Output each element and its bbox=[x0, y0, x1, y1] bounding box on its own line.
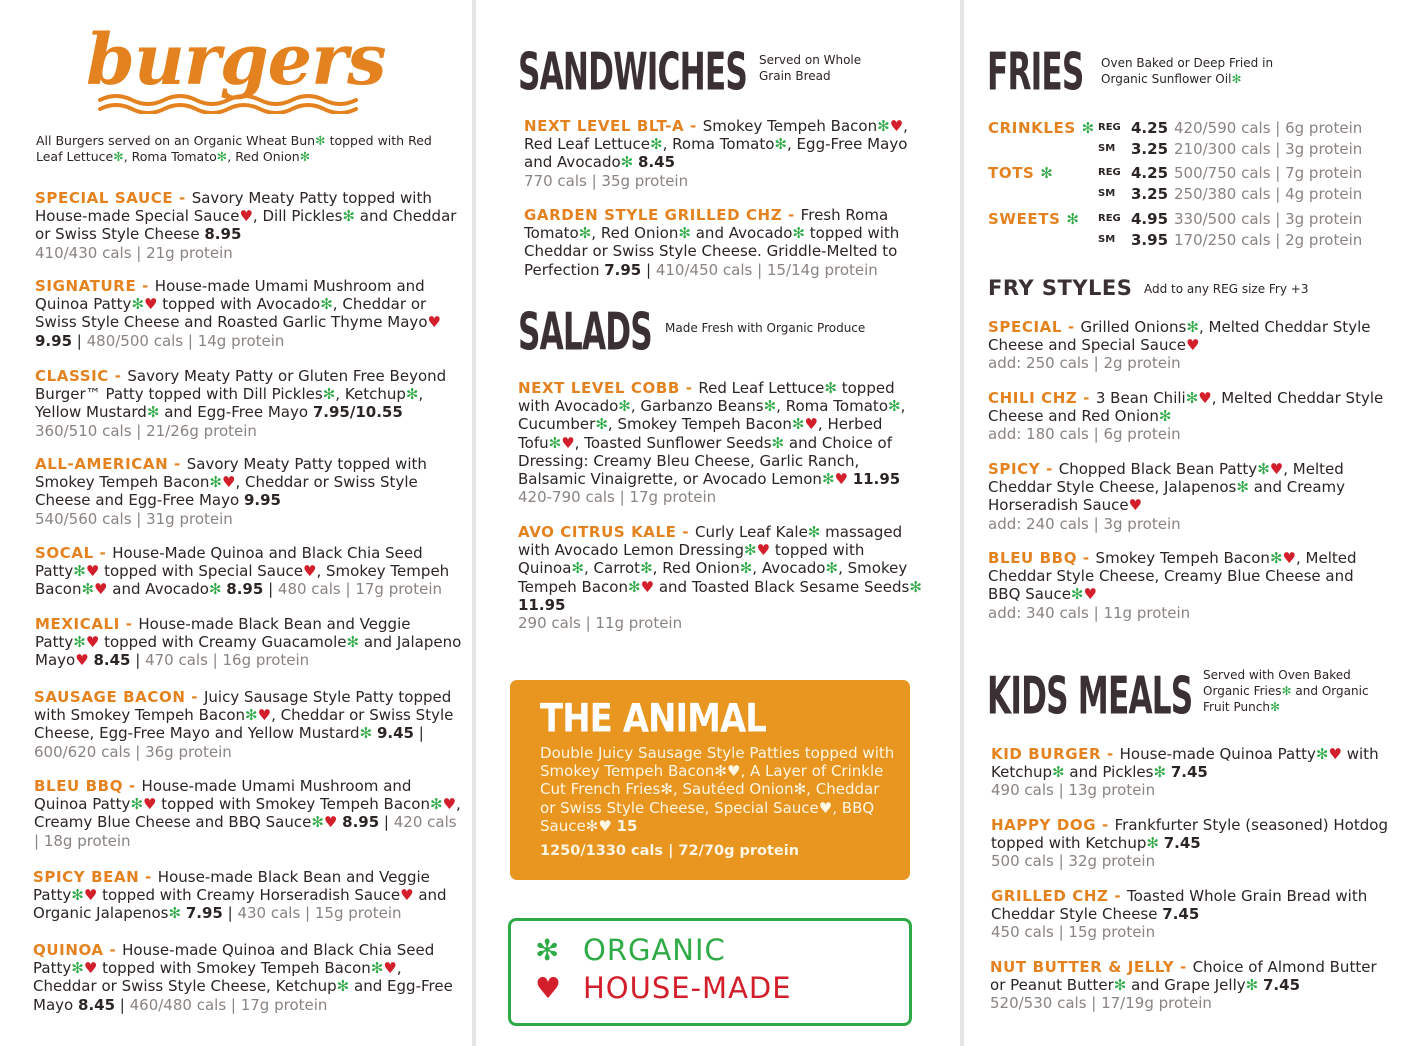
heart-icon: ♥ bbox=[442, 795, 457, 814]
organic-icon: ✻ bbox=[909, 577, 922, 596]
heart-icon: ♥ bbox=[427, 313, 441, 332]
menu-item: SOCAL - House-Made Quinoa and Black Chia Seed Patty✻♥ topped with Special Sauce♥, Smokey Tempeh Bacon✻♥ and Avocado✻ 8.95 | 480 cals | 17g protein bbox=[35, 544, 450, 599]
menu-item: KID BURGER - House-made Quinoa Patty✻♥ with Ketchup✻ and Pickles✻ 7.45 490 cals | 13g protein bbox=[991, 745, 1379, 800]
organic-icon: ✻ bbox=[640, 559, 653, 578]
organic-icon: ✻ bbox=[774, 135, 787, 154]
organic-icon: ✻ bbox=[744, 541, 757, 560]
organic-icon: ✻ bbox=[824, 379, 837, 397]
menu-item: BLEU BBQ - Smokey Tempeh Bacon✻♥, Melted Cheddar Style Cheese, Creamy Blue Cheese and BBQ Sauce✻♥ add: 340 cals | 11g protein bbox=[988, 549, 1357, 622]
heart-icon: ♥ bbox=[85, 562, 100, 581]
heart-icon: ♥ bbox=[598, 816, 612, 835]
organic-icon: ✻ bbox=[342, 207, 355, 226]
menu-item: SAUSAGE BACON - Juicy Sausage Style Patty topped with Smokey Tempeh Bacon✻♥, Cheddar or Swiss Style Cheese, Egg-Free Mayo and Yellow Mustard✻ 9.45 | 600/620 cals | 36g protein bbox=[34, 688, 454, 761]
organic-icon: ✻ bbox=[739, 559, 753, 578]
organic-icon: ✻ bbox=[620, 153, 634, 172]
organic-icon: ✻ bbox=[131, 295, 145, 314]
sandwiches-note: Served on Whole Grain Bread bbox=[759, 53, 862, 83]
organic-icon: ✻ bbox=[1052, 763, 1065, 782]
organic-icon: ✻ bbox=[146, 403, 160, 422]
organic-icon: ✻ bbox=[81, 580, 95, 599]
kids-meals-title: KIDS MEALS bbox=[987, 666, 1193, 726]
organic-icon: ✻ bbox=[130, 795, 144, 814]
fry-item: CRINKLES ✻ REG 4.25 420/590 cals | 6g protein bbox=[988, 119, 1363, 137]
menu-item: NUT BUTTER & JELLY - Choice of Almond Butter or Peanut Butter✻ and Grape Jelly✻ 7.45 520/530 cals | 17/19g protein bbox=[990, 958, 1377, 1013]
organic-icon: ✻ bbox=[346, 633, 360, 652]
heart-icon: ♥ bbox=[303, 562, 317, 581]
heart-icon: ♥ bbox=[1282, 549, 1296, 567]
fries-note: Oven Baked or Deep Fried in Organic Sunfower Oil✻ bbox=[1101, 56, 1274, 86]
heart-icon: ♥ bbox=[323, 813, 338, 832]
organic-icon: ✻ bbox=[650, 135, 663, 154]
organic-icon: ✻ bbox=[336, 977, 350, 996]
heart-icon: ♥ bbox=[1083, 585, 1097, 604]
organic-icon: ✻ bbox=[1146, 834, 1159, 853]
organic-icon: ✻ bbox=[807, 523, 821, 541]
fries-title: FRIES bbox=[987, 42, 1084, 102]
organic-icon: ✻ bbox=[245, 706, 258, 725]
menu-item: SPICY BEAN - House-made Black Bean and Veggie Patty✻♥ topped with Creamy Horseradish Sauce♥ and Organic Jalapenos✻ 7.95 | 430 cals | 15g protein bbox=[33, 868, 447, 923]
organic-icon: ✻ bbox=[578, 224, 592, 243]
symbol-legend bbox=[508, 918, 912, 1026]
menu-item: NEXT LEVEL BLT-A - Smokey Tempeh Bacon✻♥, Red Leaf Lettuce✻, Roma Tomato✻, Egg-Free Mayo and Avocado✻ 8.45 770 cals | 35g protein bbox=[524, 117, 908, 190]
heart-icon: ♥ bbox=[1128, 496, 1143, 515]
heart-icon: ♥ bbox=[818, 798, 833, 817]
organic-icon: ✻ bbox=[678, 224, 691, 243]
heart-icon: ♥ bbox=[1198, 389, 1212, 407]
menu-item: ALL-AMERICAN - Savory Meaty Patty topped with Smokey Tempeh Bacon✻♥, Cheddar or Swiss Style Cheese and Egg-Free Mayo 9.95 540/560 cals | 31g protein bbox=[35, 455, 427, 528]
organic-icon: ✻ bbox=[888, 397, 901, 416]
legend-housemade: ♥ HOUSE-MADE bbox=[535, 971, 792, 1005]
heart-icon: ♥ bbox=[726, 762, 741, 781]
organic-icon: ✻ bbox=[359, 724, 373, 743]
organic-icon: ✻ bbox=[821, 470, 835, 489]
organic-icon: ✻ bbox=[168, 904, 182, 923]
heart-icon: ♥ bbox=[561, 433, 575, 452]
menu-item: SPECIAL - Grilled Onions✻, Melted Cheddar Style Cheese and Special Sauce♥ add: 250 cals | 2g protein bbox=[988, 318, 1371, 373]
organic-icon: ✻ bbox=[73, 562, 86, 581]
organic-icon: ✻ bbox=[660, 780, 673, 799]
organic-icon: ✻ bbox=[877, 117, 890, 135]
organic-icon: ✻ bbox=[1066, 210, 1080, 228]
wavy-underline-icon bbox=[98, 92, 360, 114]
organic-icon: ✻ bbox=[1245, 976, 1259, 995]
burgers-title: burgers bbox=[86, 18, 386, 101]
organic-icon: ✻ bbox=[1040, 164, 1054, 182]
organic-icon: ✻ bbox=[1081, 119, 1095, 137]
organic-icon: ✻ bbox=[618, 397, 631, 416]
organic-icon: ✻ bbox=[73, 633, 86, 652]
heart-icon: ♥ bbox=[804, 415, 818, 434]
menu-item: CHILI CHZ - 3 Bean Chili✻♥, Melted Cheddar Style Cheese and Red Onion✻ add: 180 cals | 6g protein bbox=[988, 389, 1384, 444]
heart-icon: ♥ bbox=[640, 577, 655, 596]
organic-icon: ✻ bbox=[628, 577, 641, 596]
fry-item: TOTS ✻ REG 4.25 500/750 cals | 7g protein bbox=[988, 164, 1363, 182]
organic-icon: ✻ bbox=[1269, 549, 1283, 567]
legend-organic: ✻ ORGANIC bbox=[535, 933, 726, 967]
fry-item-small: SM 3.25 250/380 cals | 4g protein bbox=[1098, 185, 1363, 203]
the-animal-nutrition: 1250/1330 cals | 72/70g protein bbox=[540, 843, 800, 859]
organic-icon: ✻ bbox=[771, 433, 785, 452]
organic-icon: ✻ bbox=[320, 295, 333, 314]
menu-item: MEXICALI - House-made Black Bean and Veggie Patty✻♥ topped with Creamy Guacamole✻ and Jalapeno Mayo♥ 8.45 | 470 cals | 16g protein bbox=[35, 615, 462, 670]
the-animal-callout bbox=[510, 680, 910, 880]
heart-icon: ♥ bbox=[1269, 460, 1284, 478]
organic-icon: ✻ bbox=[791, 415, 805, 434]
organic-icon: ✻ bbox=[548, 433, 562, 452]
heart-icon: ♥ bbox=[535, 971, 562, 1005]
the-animal-description: Double Juicy Sausage Style Patties topped with Smokey Tempeh Bacon✻♥, A Layer of Crinkle Cut French Fries✻, Sautéed Onion✻, Cheddar or Swiss Style Cheese, Special Sauce♥, BBQ Sauce✻♥ 15 bbox=[540, 744, 895, 835]
heart-icon: ♥ bbox=[144, 295, 158, 314]
menu-item: QUINOA - House-made Quinoa and Black Chia Seed Patty✻♥ topped with Smokey Tempeh Bacon✻♥, Cheddar or Swiss Style Cheese, Ketchup✻ and Egg-Free Mayo 8.45 | 460/480 cals | 17g protein bbox=[33, 941, 453, 1014]
organic-icon: ✻ bbox=[299, 149, 311, 164]
fry-item-small: SM 3.25 210/300 cals | 3g protein bbox=[1098, 140, 1363, 158]
heart-icon: ♥ bbox=[400, 886, 414, 905]
organic-icon: ✻ bbox=[208, 580, 222, 599]
heart-icon: ♥ bbox=[257, 706, 272, 725]
menu-item: AVO CITRUS KALE - Curly Leaf Kale✻ massaged with Avocado Lemon Dressing✻♥ topped with Quinoa✻, Carrot✻, Red Onion✻, Avocado✻, Smokey Tempeh Bacon✻♥ and Toasted Black Sesame Seeds✻ 11.95 290 cals | 11g protein bbox=[518, 523, 922, 633]
organic-icon: ✻ bbox=[1231, 72, 1242, 86]
heart-icon: ♥ bbox=[83, 886, 98, 905]
organic-icon: ✻ bbox=[793, 780, 807, 799]
organic-icon: ✻ bbox=[405, 385, 419, 404]
organic-icon: ✻ bbox=[1113, 976, 1127, 995]
organic-icon: ✻ bbox=[429, 795, 443, 814]
organic-icon: ✻ bbox=[825, 559, 839, 578]
organic-icon: ✻ bbox=[315, 133, 326, 148]
heart-icon: ♥ bbox=[756, 541, 771, 560]
heart-icon: ♥ bbox=[834, 470, 848, 489]
heart-icon: ♥ bbox=[75, 651, 89, 670]
heart-icon: ♥ bbox=[1185, 336, 1200, 355]
the-animal-title: THE ANIMAL bbox=[540, 696, 766, 742]
fry-item: SWEETS ✻ REG 4.95 330/500 cals | 3g protein bbox=[988, 210, 1363, 228]
organic-icon: ✻ bbox=[1153, 763, 1167, 782]
organic-icon: ✻ bbox=[1315, 745, 1329, 763]
organic-icon: ✻ bbox=[1158, 407, 1172, 426]
kids-meals-note: Served with Oven Baked Organic Fries✻ and Organic Fruit Punch✻ bbox=[1203, 668, 1369, 714]
menu-item: HAPPY DOG - Frankfurter Style (seasoned) Hotdog topped with Ketchup✻ 7.45 500 cals | 32g protein bbox=[991, 816, 1388, 871]
organic-icon: ✻ bbox=[1186, 318, 1199, 336]
heart-icon: ♥ bbox=[83, 959, 98, 978]
heart-icon: ♥ bbox=[85, 633, 100, 652]
organic-icon: ✻ bbox=[1257, 460, 1270, 478]
fry-item-small: SM 3.95 170/250 cals | 2g protein bbox=[1098, 231, 1363, 249]
heart-icon: ♥ bbox=[143, 795, 157, 814]
menu-item: GARDEN STYLE GRILLED CHZ - Fresh Roma Tomato✻, Red Onion✻ and Avocado✻ topped with Cheddar or Swiss Style Cheese. Griddle-Melted to Perfection 7.95 | 410/450 cals | 15/14g protein bbox=[524, 206, 900, 279]
organic-icon: ✻ bbox=[535, 933, 561, 967]
heart-icon: ♥ bbox=[383, 959, 397, 978]
organic-icon: ✻ bbox=[792, 224, 805, 243]
burgers-intro: All Burgers served on an Organic Wheat Bun✻ topped with Red Leaf Lettuce✻, Roma Tomato✻, Red Onion✻ bbox=[36, 133, 432, 164]
menu-item: CLASSIC - Savory Meaty Patty or Gluten Free Beyond Burger™ Patty topped with Dill Pickles✻, Ketchup✻, Yellow Mustard✻ and Egg-Free Mayo 7.95/10.55 360/510 cals | 21/26g protein bbox=[35, 367, 447, 440]
menu-item: SIGNATURE - House-made Umami Mushroom and Quinoa Patty✻♥ topped with Avocado✻, Cheddar or Swiss Style Cheese and Roasted Garlic Thyme Mayo♥ 9.95 | 480/500 cals | 14g protein bbox=[35, 277, 441, 350]
organic-icon: ✻ bbox=[1070, 585, 1084, 604]
heart-icon: ♥ bbox=[221, 473, 236, 492]
fry-styles-title: FRY STYLES bbox=[988, 276, 1133, 300]
organic-icon: ✻ bbox=[571, 559, 584, 578]
organic-icon: ✻ bbox=[1236, 478, 1249, 497]
organic-icon: ✻ bbox=[113, 149, 124, 164]
fry-styles-note: Add to any REG size Fry +3 bbox=[1144, 282, 1309, 296]
menu-item: NEXT LEVEL COBB - Red Leaf Lettuce✻ topped with Avocado✻, Garbanzo Beans✻, Roma Tomato✻, Cucumber✻, Smokey Tempeh Bacon✻♥, Herbed Tofu✻♥, Toasted Sunfower Seeds✻ and Choice of Dressing: Creamy Bleu Cheese, Garlic Ranch, Balsamic Vinaigrette, or Avocado Lemon✻♥ 11.95 420-790 cals | 17g protein bbox=[518, 379, 906, 507]
organic-icon: ✻ bbox=[585, 816, 599, 835]
organic-icon: ✻ bbox=[71, 886, 84, 905]
organic-icon: ✻ bbox=[1269, 700, 1280, 714]
organic-icon: ✻ bbox=[216, 149, 228, 164]
heart-icon: ♥ bbox=[889, 117, 904, 135]
heart-icon: ♥ bbox=[94, 580, 108, 599]
organic-icon: ✻ bbox=[1185, 389, 1199, 407]
salads-title: SALADS bbox=[518, 302, 652, 362]
fold-line bbox=[960, 0, 964, 1046]
organic-icon: ✻ bbox=[595, 415, 608, 434]
organic-icon: ✻ bbox=[370, 959, 384, 978]
heart-icon: ♥ bbox=[1328, 745, 1342, 763]
organic-icon: ✻ bbox=[209, 473, 222, 492]
menu-item: SPICY - Chopped Black Bean Patty✻♥, Melted Cheddar Style Cheese, Jalapenos✻ and Creamy Horseradish Sauce♥ add: 240 cals | 3g protein bbox=[988, 460, 1346, 533]
salads-note: Made Fresh with Organic Produce bbox=[665, 321, 866, 335]
menu-item: GRILLED CHZ - Toasted Whole Grain Bread with Cheddar Style Cheese 7.45 450 cals | 15g protein bbox=[991, 887, 1368, 942]
sandwiches-title: SANDWICHES bbox=[518, 42, 747, 102]
organic-icon: ✻ bbox=[763, 397, 777, 416]
organic-icon: ✻ bbox=[71, 959, 84, 978]
organic-icon: ✻ bbox=[1281, 684, 1292, 698]
fold-line bbox=[472, 0, 476, 1046]
menu-item: BLEU BBQ - House-made Umami Mushroom and Quinoa Patty✻♥ topped with Smokey Tempeh Bacon✻♥, Creamy Blue Cheese and BBQ Sauce✻♥ 8.95 | 420 cals | 18g protein bbox=[34, 777, 461, 850]
organic-icon: ✻ bbox=[311, 813, 324, 832]
heart-icon: ♥ bbox=[239, 207, 253, 226]
organic-icon: ✻ bbox=[714, 762, 727, 781]
organic-icon: ✻ bbox=[322, 385, 336, 404]
menu-item: SPECIAL SAUCE - Savory Meaty Patty topped with House-made Special Sauce♥, Dill Pickles✻ and Cheddar or Swiss Style Cheese 8.95 410/430 cals | 21g protein bbox=[35, 189, 457, 262]
